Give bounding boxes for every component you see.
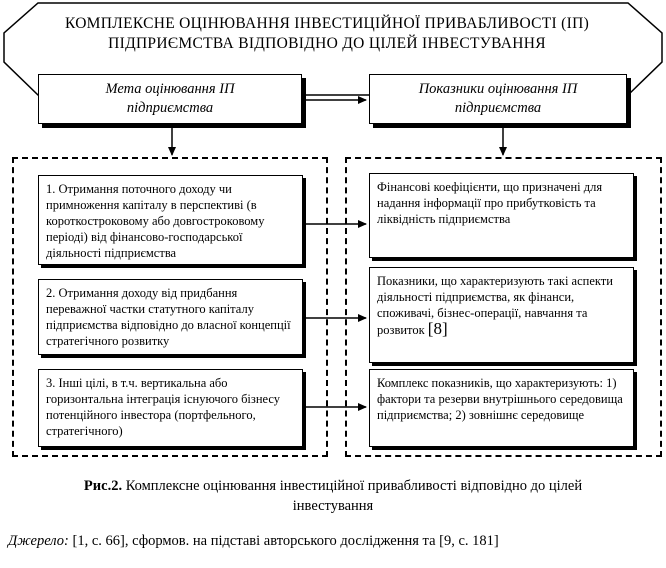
figure-source-text: [1, с. 66], сформов. на підставі авторського дослідження та [9, с. 181] [68, 533, 499, 549]
figure-caption-label: Рис.2. [83, 478, 123, 494]
indicator-item-2-reference: [8] [427, 319, 448, 338]
indicators-header-box [369, 74, 627, 124]
indicator-item-3: Комплекс показників, що характеризують: 1) фактори та резерви внутрішнього середовища підприємства; 2) зовнішнє середовище [369, 369, 634, 447]
goal-header-line2: підприємства [126, 100, 214, 116]
figure-caption-text: Комплексне оцінювання інвестиційної привабливості відповідно до цілей [122, 478, 583, 494]
indicator-item-2 [369, 267, 634, 363]
diagram-title-line2: ПІДПРИЄМСТВА ВІДПОВІДНО ДО ЦІЛЕЙ ІНВЕСТУВАННЯ [108, 35, 546, 52]
indicator-item-2-text: Показники, що характеризують такі аспекти діяльності підприємства, як фінанси, споживачі, бізнес-операції, навчання та розвиток [377, 274, 613, 337]
figure-source [8, 533, 499, 550]
goal-header-box [38, 74, 302, 124]
goal-item-3: 3. Інші цілі, в т.ч. вертикальна або горизонтальна інтеграція існуючого бізнесу потенційного інвестора (портфельного, стратегічного) [38, 369, 303, 447]
indicator-item-1: Фінансові коефіцієнти, що призначені для надання інформації про прибутковість та ліквідність підприємства [369, 173, 634, 258]
indicators-header-line1: Показники оцінювання ІП [418, 81, 578, 97]
goal-header-line1: Мета оцінювання ІП [105, 81, 235, 97]
goal-item-1: 1. Отримання поточного доходу чи примноження капіталу в перспективі (в короткостроковому або довгостроковому періоді) від фінансово-господарської діяльності підприємства [38, 175, 303, 265]
indicators-header-line2: підприємства [454, 100, 542, 116]
figure-caption [0, 476, 666, 496]
figure-source-label: Джерело: [8, 533, 69, 549]
diagram-title [12, 14, 642, 54]
figure-caption-line2: інвестування [292, 498, 374, 514]
goal-item-2: 2. Отримання доходу від придбання переважної частки статутного капіталу підприємства відповідно до власної концепції стратегічного розвитку [38, 279, 303, 355]
diagram-title-line1: КОМПЛЕКСНЕ ОЦІНЮВАННЯ ІНВЕСТИЦІЙНОЇ ПРИВАБЛИВОСТІ (ІП) [64, 15, 590, 32]
